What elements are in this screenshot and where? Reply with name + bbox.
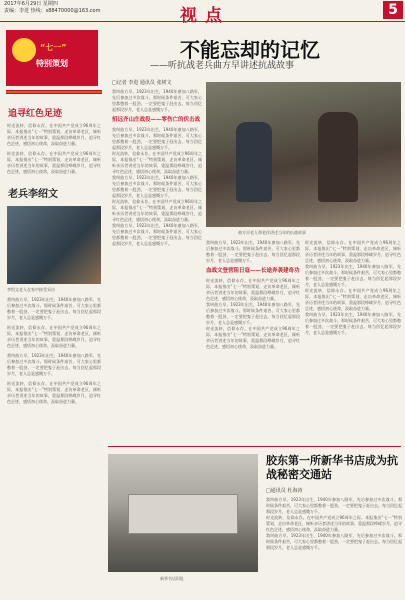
secondary-text2: 时光流转，信仰永存。在中国共产党成立96周年之际，本报推出“七一”特别策划，走访革命老区，倾听亲历者讲述当年的故事，重温那段峥嵘岁月，追寻红色足迹，感悟初心使命，汲取奋进力量。 — [266, 515, 402, 532]
main-col1-text2: 我叫曲方早，1923年出生，1940年参加八路军，先后参加过多次战斗。那时候条件艰苦，可大家心里都憋着一股劲，一定要把鬼子赶出去。每当回忆起那段岁月，老人总是感慨万千。 — [112, 127, 202, 150]
special-banner — [6, 30, 98, 86]
section2-heading: 老兵李绍文 — [8, 189, 58, 200]
veteran-photo-caption: 李绍文老人在家中接受采访 — [7, 287, 55, 292]
section2-text: 我叫曲方早，1923年出生，1940年参加八路军，先后参加过多次战斗。那时候条件艰苦，可大家心里都憋着一股劲，一定要把鬼子赶出去。每当回忆起那段岁月，老人总是感慨万千。 — [7, 297, 101, 320]
main-byline: □记者 李进 通讯员 张树文 — [112, 80, 172, 86]
main-col1-text5: 时光流转，信仰永存。在中国共产党成立96周年之际，本报推出“七一”特别策划，走访革命老区，倾听亲历者讲述当年的故事，重温那段峥嵘岁月，追寻红色足迹，感悟初心使命，汲取奋进力量。 — [112, 199, 202, 222]
party-emblem-icon — [12, 38, 36, 62]
main-headline: 不能忘却的记忆 — [180, 38, 320, 62]
section1-heading: 追寻红色足迹 — [8, 109, 63, 119]
main-col1-text4: 我叫曲方早，1923年出生，1940年参加八路军，先后参加过多次战斗。那时候条件艰苦，可大家心里都憋着一股劲，一定要把鬼子赶出去。每当回忆起那段岁月，老人总是感慨万千。 — [112, 175, 202, 198]
main-subheadline: ——听抗战老兵曲方早讲述抗战故事 — [150, 61, 295, 71]
bookstore-photo-caption: 新华书店旧址 — [160, 576, 184, 581]
main-photo-caption: 曲方早老人和老伴讲述当年的抗战故事 — [238, 230, 306, 235]
section-title: 视点 — [180, 6, 230, 26]
banner-line1: “七一” — [40, 43, 67, 52]
main-col1-text6: 我叫曲方早，1923年出生，1940年参加八路军，先后参加过多次战斗。那时候条件艰苦，可大家心里都憋着一股劲，一定要把鬼子赶出去。每当回忆起那段岁月，老人总是感慨万千。 — [112, 223, 202, 246]
secondary-text: 我叫曲方早，1923年出生，1940年参加八路军，先后参加过多次战斗。那时候条件艰苦，可大家心里都憋着一股劲，一定要把鬼子赶出去。每当回忆起那段岁月，老人总是感慨万千。 — [266, 497, 402, 514]
main-photo — [206, 82, 401, 227]
main-col-2 — [206, 240, 300, 350]
secondary-headline: 胶东第一所新华书店成为抗战秘密交通站 — [266, 454, 398, 481]
section2-text-2: 时光流转，信仰永存。在中国共产党成立96周年之际，本报推出“七一”特别策划，走访革命老区，倾听亲历者讲述当年的故事，重温那段峥嵘岁月，追寻红色足迹，感悟初心使命，汲取奋进力量。 — [7, 325, 101, 348]
left-column — [4, 30, 104, 405]
section-divider — [108, 446, 401, 447]
main-col2-text2: 时光流转，信仰永存。在中国共产党成立96周年之际，本报推出“七一”特别策划，走访革命老区，倾听亲历者讲述当年的故事，重温那段峥嵘岁月，追寻红色足迹，感悟初心使命，汲取奋进力量。 — [206, 278, 300, 301]
main-col3-text4: 我叫曲方早，1923年出生，1940年参加八路军，先后参加过多次战斗。那时候条件艰苦，可大家心里都憋着一股劲，一定要把鬼子赶出去。每当回忆起那段岁月，老人总是感慨万千。 — [305, 312, 401, 335]
section1-text-2: 时光流转，信仰永存。在中国共产党成立96周年之际，本报推出“七一”特别策划，走访革命老区，倾听亲历者讲述当年的故事，重温那段峥嵘岁月，追寻红色足迹，感悟初心使命，汲取奋进力量。 — [7, 151, 101, 174]
photo-figure-1 — [236, 122, 272, 202]
bookstore-photo — [108, 454, 258, 572]
main-col2-text: 我叫曲方早，1923年出生，1940年参加八路军，先后参加过多次战斗。那时候条件艰苦，可大家心里都憋着一股劲，一定要把鬼子赶出去。每当回忆起那段岁月，老人总是感慨万千。 — [206, 240, 300, 263]
editor-line: 责编：李进 热线：s88470000@163.com — [4, 8, 101, 14]
section2-text-4: 时光流转，信仰永存。在中国共产党成立96周年之际，本报推出“七一”特别策划，走访革命老区，倾听亲历者讲述当年的故事，重温那段峥嵘岁月，追寻红色足迹，感悟初心使命，汲取奋进力量。 — [7, 381, 101, 404]
page-number: 5 — [383, 1, 403, 19]
secondary-byline: □通讯员 杜海涛 — [266, 488, 303, 494]
decorative-bars — [6, 90, 102, 94]
main-col1-text: 我叫曲方早，1923年出生，1940年参加八路军，先后参加过多次战斗。那时候条件艰苦，可大家心里都憋着一股劲，一定要把鬼子赶出去。每当回忆起那段岁月，老人总是感慨万千。 — [112, 89, 202, 112]
main-col3-text2: 我叫曲方早，1923年出生，1940年参加八路军，先后参加过多次战斗。那时候条件艰苦，可大家心里都憋着一股劲，一定要把鬼子赶出去。每当回忆起那段岁月，老人总是感慨万千。 — [305, 264, 401, 287]
main-col3-text3: 时光流转，信仰永存。在中国共产党成立96周年之际，本报推出“七一”特别策划，走访革命老区，倾听亲历者讲述当年的故事，重温那段峥嵘岁月，追寻红色足迹，感悟初心使命，汲取奋进力量。 — [305, 288, 401, 311]
page-header — [0, 0, 405, 26]
main-col1-text3: 时光流转，信仰永存。在中国共产党成立96周年之际，本报推出“七一”特别策划，走访革命老区，倾听亲历者讲述当年的故事，重温那段峥嵘岁月，追寻红色足迹，感悟初心使命，汲取奋进力量。 — [112, 151, 202, 174]
photo-building — [128, 494, 238, 534]
main-subhead-1: 招远齐山庄战役——零伤亡的伏击战 — [112, 117, 201, 123]
main-subhead-2: 血战文登营阻日寇——长途奔袭建奇功 — [206, 268, 300, 274]
date-line — [4, 1, 100, 15]
main-col2-text4: 时光流转，信仰永存。在中国共产党成立96周年之际，本报推出“七一”特别策划，走访革命老区，倾听亲历者讲述当年的故事，重温那段峥嵘岁月，追寻红色足迹，感悟初心使命，汲取奋进力量。 — [206, 326, 300, 349]
secondary-body — [266, 488, 402, 551]
issue-date: 2017年6月29日 星期四 — [4, 1, 58, 7]
section1-text: 时光流转，信仰永存。在中国共产党成立96周年之际，本报推出“七一”特别策划，走访革命老区，倾听亲历者讲述当年的故事，重温那段峥嵘岁月，追寻红色足迹，感悟初心使命，汲取奋进力量。 — [7, 123, 101, 146]
main-col2-text3: 我叫曲方早，1923年出生，1940年参加八路军，先后参加过多次战斗。那时候条件艰苦，可大家心里都憋着一股劲，一定要把鬼子赶出去。每当回忆起那段岁月，老人总是感慨万千。 — [206, 302, 300, 325]
main-col3-text: 时光流转，信仰永存。在中国共产党成立96周年之际，本报推出“七一”特别策划，走访革命老区，倾听亲历者讲述当年的故事，重温那段峥嵘岁月，追寻红色足迹，感悟初心使命，汲取奋进力量。 — [305, 240, 401, 263]
section2-text-3: 我叫曲方早，1923年出生，1940年参加八路军，先后参加过多次战斗。那时候条件艰苦，可大家心里都憋着一股劲，一定要把鬼子赶出去。每当回忆起那段岁月，老人总是感慨万千。 — [7, 353, 101, 376]
main-col-1 — [112, 80, 202, 247]
photo-figure-2 — [318, 112, 358, 202]
secondary-text3: 我叫曲方早，1923年出生，1940年参加八路军，先后参加过多次战斗。那时候条件艰苦，可大家心里都憋着一股劲，一定要把鬼子赶出去。每当回忆起那段岁月，老人总是感慨万千。 — [266, 533, 402, 550]
main-col-3 — [305, 240, 401, 336]
veteran-photo — [7, 206, 101, 284]
banner-line2: 特别策划 — [36, 59, 68, 68]
